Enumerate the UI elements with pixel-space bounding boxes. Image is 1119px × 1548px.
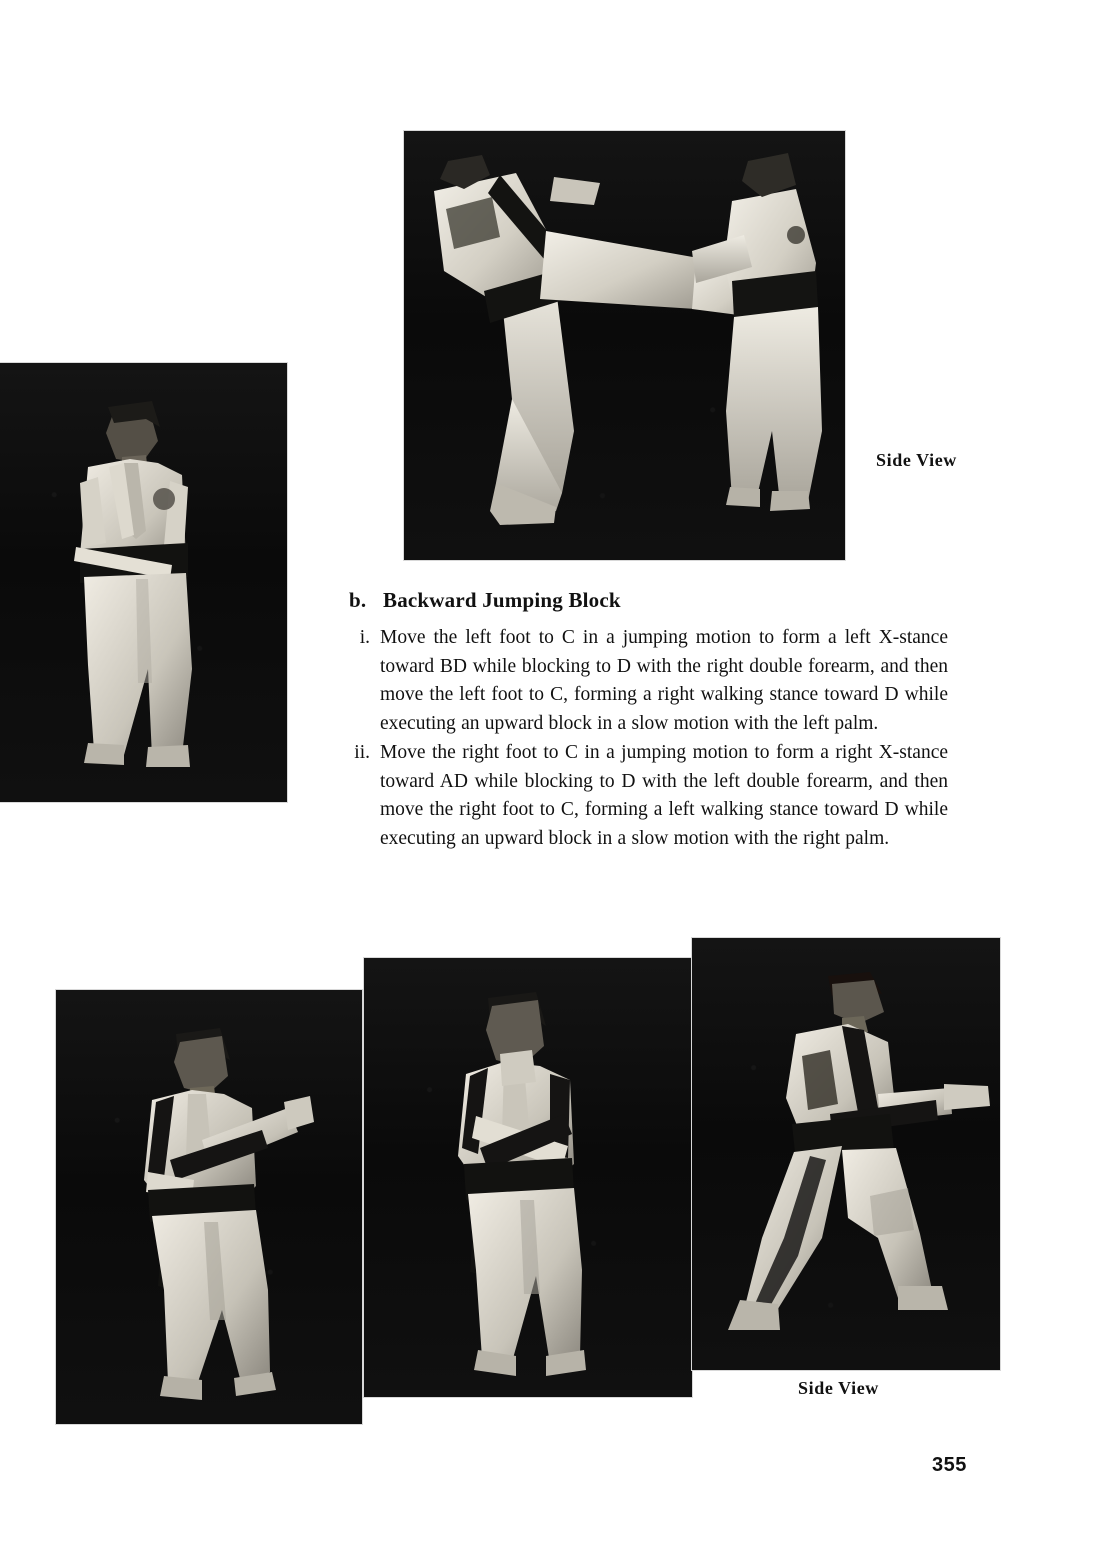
list-item-number: ii. (354, 742, 370, 763)
section-marker: b. (349, 588, 367, 612)
list-item-text: Move the right foot to C in a jumping motion to form a right X-stance toward AD while blocking to D with the left double forearm, and then move the right foot to C, forming a left walking stance toward D while executing an upward block in a slow motion with the right palm. (380, 742, 948, 849)
figure-walking-stance-palm-upward-block (692, 938, 1000, 1370)
page-number: 355 (932, 1454, 967, 1476)
figure-double-forearm-block (364, 958, 692, 1397)
instruction-list (338, 624, 948, 854)
figure-ready-stance-illustration (0, 363, 287, 802)
figure-standing-ready-stance (0, 363, 287, 802)
list-item (338, 739, 948, 853)
figure-x-stance-forearm-block (56, 990, 362, 1424)
figure-high-side-kick-illustration (404, 131, 845, 560)
figure-walking-stance-illustration (692, 938, 1000, 1370)
section-title: Backward Jumping Block (383, 588, 621, 612)
list-item-number: i. (359, 627, 370, 648)
section-heading (349, 588, 621, 613)
list-item (338, 624, 948, 738)
caption-top-side-view: Side View (876, 450, 957, 470)
figure-double-forearm-illustration (364, 958, 692, 1397)
caption-bottom-side-view: Side View (798, 1378, 879, 1398)
figure-high-side-kick-block (404, 131, 845, 560)
list-item-text: Move the left foot to C in a jumping motion to form a left X-stance toward BD while blocking to D with the right double forearm, and then move the left foot to C, forming a right walking stance toward D while executing an upward block in a slow motion with the left palm. (380, 627, 948, 734)
figure-x-stance-illustration (56, 990, 362, 1424)
